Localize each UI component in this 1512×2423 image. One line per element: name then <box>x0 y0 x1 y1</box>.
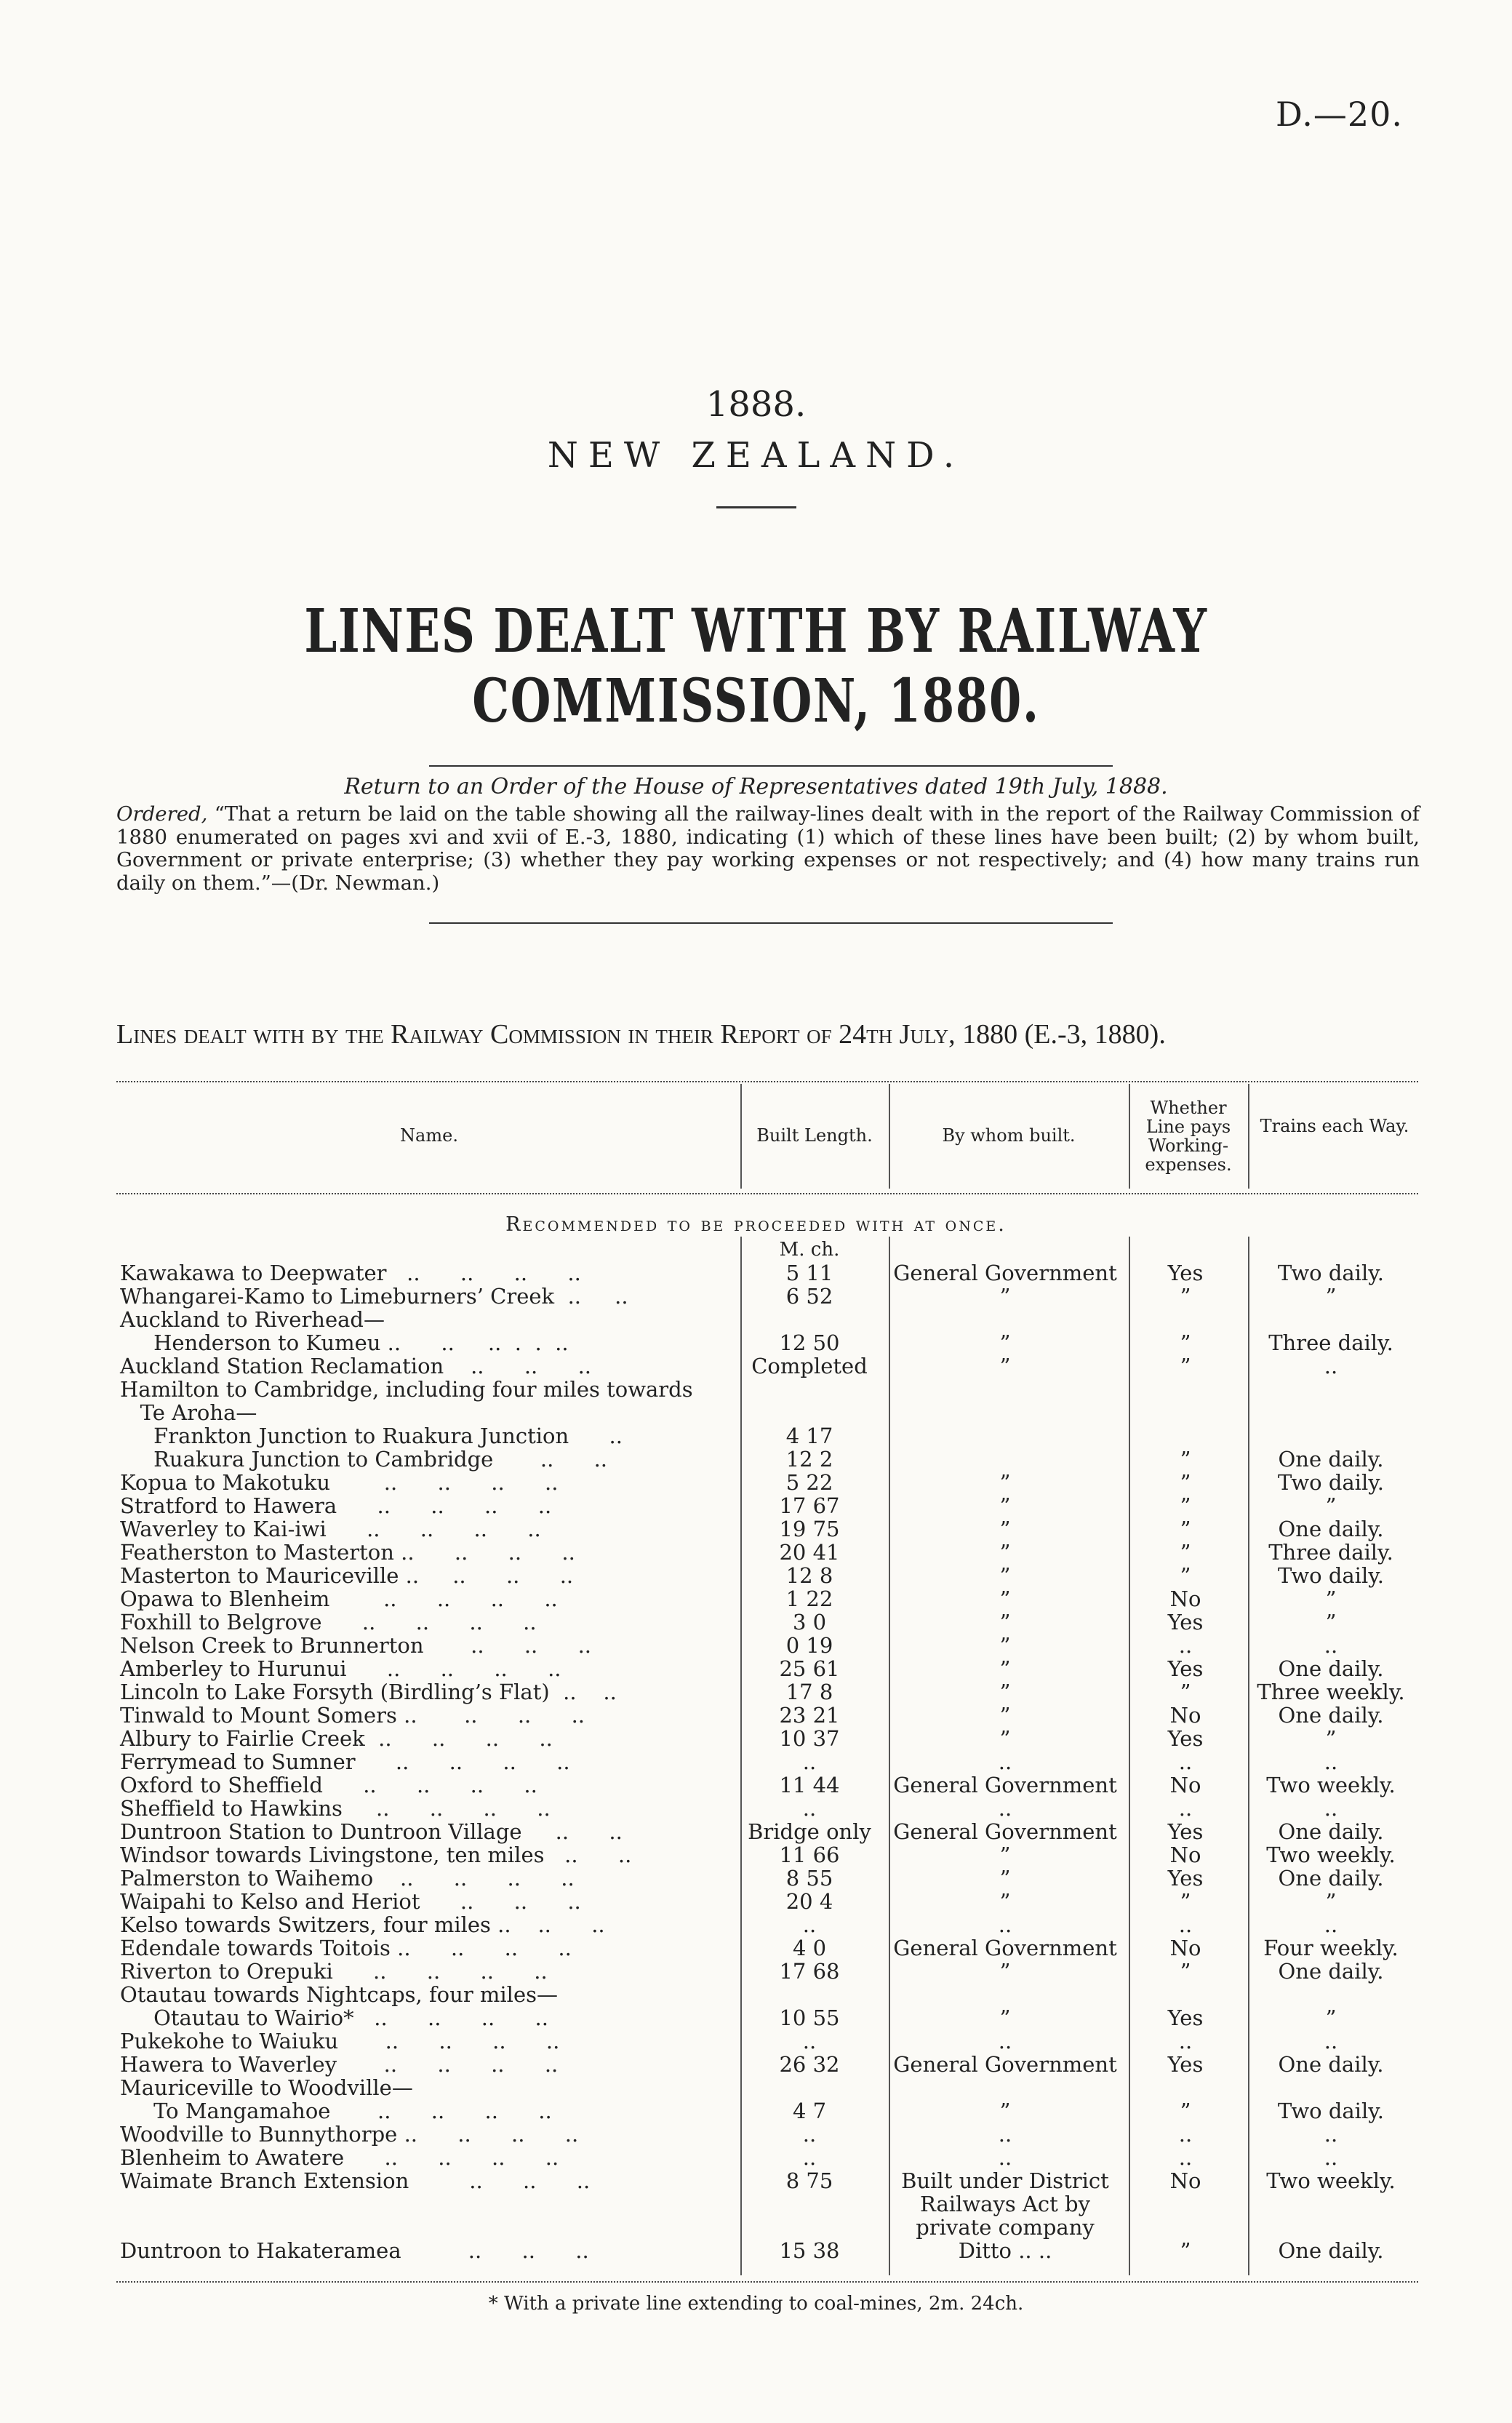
table-row <box>0 2169 1512 2192</box>
built-length: 17 67 <box>779 1493 840 1518</box>
built-by: General Government <box>893 1773 1117 1797</box>
pays-expenses: No <box>1169 1586 1201 1611</box>
line-name: Woodville to Bunnythorpe .. .. .. .. <box>120 2122 579 2147</box>
line-name: Sheffield to Hawkins .. .. .. .. <box>120 1796 551 1821</box>
line-name: Oxford to Sheffield .. .. .. .. <box>120 1773 537 1797</box>
table-row <box>0 1983 1512 2006</box>
table-row <box>0 1541 1512 1564</box>
table-row <box>0 1517 1512 1541</box>
trains-each-way: One daily. <box>1278 2238 1384 2263</box>
built-by: ” <box>999 1866 1011 1891</box>
trains-each-way: One daily. <box>1278 1517 1384 1541</box>
pays-expenses: .. <box>1178 1633 1193 1658</box>
pays-expenses: ” <box>1180 1517 1191 1541</box>
built-length: 26 32 <box>779 2052 840 2077</box>
line-name: Palmerston to Waihemo .. .. .. .. <box>120 1866 575 1891</box>
pays-expenses: ” <box>1180 1470 1191 1495</box>
pays-expenses: .. <box>1178 1749 1193 1774</box>
built-length: 4 7 <box>792 2099 827 2123</box>
table-row <box>0 1401 1512 1424</box>
built-length: 1 22 <box>785 1586 833 1611</box>
table-row <box>0 1913 1512 1936</box>
table-row <box>0 1424 1512 1448</box>
pays-expenses: No <box>1169 1773 1201 1797</box>
built-length: 8 55 <box>785 1866 833 1891</box>
table-row <box>0 2239 1512 2262</box>
table-row <box>0 1285 1512 1308</box>
table-row <box>0 2076 1512 2099</box>
divider <box>716 506 796 508</box>
trains-each-way: Four weekly. <box>1263 1936 1399 1960</box>
table-row <box>0 2053 1512 2076</box>
line-name: Tinwald to Mount Somers .. .. .. .. <box>120 1703 585 1728</box>
country-heading: NEW ZEALAND. <box>547 435 965 476</box>
trains-each-way: Two daily. <box>1278 1470 1384 1495</box>
trains-each-way: Two weekly. <box>1266 2168 1396 2193</box>
built-length: 12 2 <box>785 1447 833 1472</box>
built-by: ” <box>999 2005 1011 2030</box>
built-by: .. <box>998 1912 1012 1937</box>
trains-each-way: Three daily. <box>1268 1540 1393 1565</box>
divider <box>429 765 1113 767</box>
built-by: ” <box>999 1586 1011 1611</box>
table-row <box>0 1797 1512 1820</box>
table-row <box>0 1308 1512 1331</box>
built-length: .. <box>802 1796 817 1821</box>
trains-each-way: One daily. <box>1278 1866 1384 1891</box>
built-length: 3 0 <box>792 1610 827 1634</box>
pays-expenses: ” <box>1180 1889 1191 1914</box>
built-by: ” <box>999 1354 1011 1378</box>
built-by: ” <box>999 1656 1011 1681</box>
built-by: ” <box>999 1493 1011 1518</box>
built-by: Built under District <box>901 2168 1109 2193</box>
line-name: Masterton to Mauriceville .. .. .. .. <box>120 1563 574 1588</box>
trains-each-way: .. <box>1324 2145 1338 2170</box>
pays-expenses: No <box>1169 1843 1201 1867</box>
table-row <box>0 1448 1512 1471</box>
line-name: Waverley to Kai-iwi .. .. .. .. <box>120 1517 541 1541</box>
built-by: General Government <box>893 1261 1117 1285</box>
line-name: Ruakura Junction to Cambridge .. .. <box>120 1447 608 1472</box>
built-by: ” <box>999 2099 1011 2123</box>
trains-each-way: Two weekly. <box>1266 1773 1396 1797</box>
line-name: Duntroon Station to Duntroon Village .. .. <box>120 1819 623 1844</box>
pays-expenses: .. <box>1178 2122 1193 2147</box>
line-name: Pukekohe to Waiuku .. .. .. .. <box>120 2029 560 2053</box>
built-by: ” <box>999 1610 1011 1634</box>
pays-expenses: Yes <box>1167 2005 1204 2030</box>
trains-each-way: .. <box>1324 1912 1338 1937</box>
trains-each-way: Two daily. <box>1278 1563 1384 1588</box>
trains-each-way: Three weekly. <box>1257 1680 1405 1704</box>
line-name: Duntroon to Hakateramea .. .. .. <box>120 2238 589 2263</box>
year-heading: 1888. <box>705 384 807 425</box>
header-pays-expenses: Whether Line pays Working-expenses. <box>1145 1098 1232 1175</box>
built-length: 12 50 <box>779 1330 840 1355</box>
table-row <box>0 1727 1512 1750</box>
pays-expenses: ” <box>1180 1959 1191 1984</box>
table-row <box>0 1634 1512 1657</box>
pays-expenses: .. <box>1178 1912 1193 1937</box>
built-length: 11 44 <box>779 1773 840 1797</box>
trains-each-way: ” <box>1325 1586 1337 1611</box>
table-row <box>0 1378 1512 1401</box>
built-length: Bridge only <box>748 1819 871 1844</box>
table-row <box>0 2029 1512 2053</box>
built-by: ” <box>999 1959 1011 1984</box>
built-length: .. <box>802 1912 817 1937</box>
units-label: M. ch. <box>779 1239 840 1261</box>
trains-each-way: .. <box>1324 1796 1338 1821</box>
pays-expenses: ” <box>1180 1447 1191 1472</box>
line-name: Waipahi to Kelso and Heriot .. .. .. <box>120 1889 581 1914</box>
column-divider <box>1248 1084 1249 1189</box>
built-by: ” <box>999 1633 1011 1658</box>
table-row <box>0 1354 1512 1378</box>
built-length: 20 41 <box>779 1540 840 1565</box>
built-length: .. <box>802 1749 817 1774</box>
pays-expenses: ” <box>1180 1540 1191 1565</box>
trains-each-way: .. <box>1324 1749 1338 1774</box>
built-length: 5 11 <box>785 1261 833 1285</box>
built-length: 4 17 <box>785 1424 833 1448</box>
pays-expenses: No <box>1169 1703 1201 1728</box>
built-length: 15 38 <box>779 2238 840 2263</box>
header-by-whom-built: By whom built. <box>942 1125 1076 1146</box>
line-name: Nelson Creek to Brunnerton .. .. .. <box>120 1633 592 1658</box>
built-length: 6 52 <box>785 1284 833 1309</box>
line-name: Whangarei-Kamo to Limeburners’ Creek .. .. <box>120 1284 628 1309</box>
table-row <box>0 1890 1512 1913</box>
built-length: 4 0 <box>792 1936 827 1960</box>
table-row <box>0 2192 1512 2216</box>
units-row <box>0 1238 1512 1261</box>
trains-each-way: One daily. <box>1278 2052 1384 2077</box>
built-length: .. <box>802 2145 817 2170</box>
built-by: General Government <box>893 1819 1117 1844</box>
line-name: Riverton to Orepuki .. .. .. .. <box>120 1959 548 1984</box>
table-row <box>0 1331 1512 1354</box>
footnote: * With a private line extending to coal-mines, 2m. 24ch. <box>488 2293 1024 2315</box>
built-length: .. <box>802 2029 817 2053</box>
table-row <box>0 2146 1512 2169</box>
pays-expenses: Yes <box>1167 1726 1204 1751</box>
built-length: 17 68 <box>779 1959 840 1984</box>
built-by: ” <box>999 1517 1011 1541</box>
built-length: 0 19 <box>785 1633 833 1658</box>
table-row <box>0 1960 1512 1983</box>
line-name: Te Aroha— <box>120 1400 257 1425</box>
line-name: Albury to Fairlie Creek .. .. .. .. <box>120 1726 553 1751</box>
pays-expenses: No <box>1169 2168 1201 2193</box>
line-name: Windsor towards Livingstone, ten miles .. .. <box>120 1843 632 1867</box>
built-by: ” <box>999 1680 1011 1704</box>
line-name: Amberley to Hurunui .. .. .. .. <box>120 1656 561 1681</box>
trains-each-way: One daily. <box>1278 1819 1384 1844</box>
line-name: Kelso towards Switzers, four miles .. .. .. <box>120 1912 605 1937</box>
line-name: Kopua to Makotuku .. .. .. .. <box>120 1470 559 1495</box>
pays-expenses: ” <box>1180 1680 1191 1704</box>
built-by: .. <box>998 1749 1012 1774</box>
line-name: Frankton Junction to Ruakura Junction .. <box>120 1424 623 1448</box>
built-by: ” <box>999 1284 1011 1309</box>
pays-expenses: .. <box>1178 1796 1193 1821</box>
trains-each-way: ” <box>1325 1493 1337 1518</box>
built-length: Completed <box>751 1354 868 1378</box>
pays-expenses: Yes <box>1167 1261 1204 1285</box>
page-reference: D.—20. <box>1275 95 1403 134</box>
trains-each-way: Three daily. <box>1268 1330 1393 1355</box>
built-by: ” <box>999 1889 1011 1914</box>
trains-each-way: One daily. <box>1278 1656 1384 1681</box>
table-row <box>0 1680 1512 1704</box>
built-length: 10 37 <box>779 1726 840 1751</box>
pays-expenses: ” <box>1180 1330 1191 1355</box>
built-by: ” <box>999 1726 1011 1751</box>
line-name: Foxhill to Belgrove .. .. .. .. <box>120 1610 537 1634</box>
table-caption: Lines dealt with by the Railway Commission in their Report of 24th July, 1880 (E.-3, 1880). <box>116 1019 1166 1050</box>
header-built-length: Built Length. <box>756 1125 873 1146</box>
pays-expenses: Yes <box>1167 1656 1204 1681</box>
trains-each-way: ” <box>1325 1284 1337 1309</box>
built-by: ” <box>999 1330 1011 1355</box>
section-heading: Recommended to be proceeded with at once. <box>505 1213 1007 1236</box>
pays-expenses: ” <box>1180 2099 1191 2123</box>
trains-each-way: One daily. <box>1278 1447 1384 1472</box>
built-by: ” <box>999 1540 1011 1565</box>
table-row <box>0 1867 1512 1890</box>
pays-expenses: Yes <box>1167 1610 1204 1634</box>
built-by: private company <box>916 2215 1095 2240</box>
built-length: .. <box>802 2122 817 2147</box>
table-top-rule <box>116 1081 1418 1082</box>
built-length: 11 66 <box>779 1843 840 1867</box>
built-length: 10 55 <box>779 2005 840 2030</box>
line-name: Otautau towards Nightcaps, four miles— <box>120 1982 558 2007</box>
built-length: 8 75 <box>785 2168 833 2193</box>
pays-expenses: No <box>1169 1936 1201 1960</box>
table-row <box>0 1936 1512 1960</box>
trains-each-way: ” <box>1325 1889 1337 1914</box>
built-by: .. <box>998 2145 1012 2170</box>
table-header-rule <box>116 1193 1418 1194</box>
built-by: ” <box>999 1843 1011 1867</box>
line-name: Otautau to Wairio* .. .. .. .. <box>120 2005 548 2030</box>
line-name: Ferrymead to Sumner .. .. .. .. <box>120 1749 570 1774</box>
line-name: Edendale towards Toitois .. .. .. .. <box>120 1936 572 1960</box>
pays-expenses: Yes <box>1167 1819 1204 1844</box>
divider <box>429 922 1113 924</box>
table-bottom-rule <box>116 2281 1418 2283</box>
line-name: Lincoln to Lake Forsyth (Birdling’s Flat) .. .. <box>120 1680 617 1704</box>
return-order-line: Return to an Order of the House of Representatives dated 19th July, 1888. <box>344 774 1168 799</box>
table-row <box>0 2006 1512 2029</box>
line-name: Auckland Station Reclamation .. .. .. <box>120 1354 592 1378</box>
built-by: ” <box>999 1703 1011 1728</box>
table-row <box>0 1773 1512 1797</box>
trains-each-way: Two daily. <box>1278 2099 1384 2123</box>
built-by: General Government <box>893 1936 1117 1960</box>
built-length: 17 8 <box>785 1680 833 1704</box>
built-by: .. <box>998 1796 1012 1821</box>
table-row <box>0 1471 1512 1494</box>
table-row <box>0 2123 1512 2146</box>
ordered-label: Ordered, <box>116 802 208 826</box>
pays-expenses: ” <box>1180 1493 1191 1518</box>
ordered-paragraph <box>116 803 1420 895</box>
line-name: Hawera to Waverley .. .. .. .. <box>120 2052 559 2077</box>
table-row <box>0 1750 1512 1773</box>
pays-expenses: .. <box>1178 2145 1193 2170</box>
built-length: 12 8 <box>785 1563 833 1588</box>
table-row <box>0 1610 1512 1634</box>
trains-each-way: One daily. <box>1278 1703 1384 1728</box>
built-by: .. <box>998 2029 1012 2053</box>
line-name: Auckland to Riverhead— <box>120 1307 385 1332</box>
line-name: Kawakawa to Deepwater .. .. .. .. <box>120 1261 581 1285</box>
line-name: Mauriceville to Woodville— <box>120 2075 413 2100</box>
ordered-text: “That a return be laid on the table showing all the railway-lines dealt with in the report of the Railway Commission of 1880 enumerated on pages xvi and xvii of E.-3, 1880, indicating (1) which of these lines have been built; (2) by whom built, Government or private enterprise; (3) whether they pay working expenses or not respectively; and (4) how many trains run daily on them.”—(Dr. Newman.) <box>116 802 1420 895</box>
line-name: To Mangamahoe .. .. .. .. <box>120 2099 552 2123</box>
table-row <box>0 2216 1512 2239</box>
built-by: Ditto .. .. <box>958 2238 1052 2263</box>
header-trains: Trains each Way. <box>1260 1116 1409 1136</box>
column-divider <box>1129 1084 1130 1189</box>
trains-each-way: .. <box>1324 2029 1338 2053</box>
line-name: Henderson to Kumeu .. .. .. . . .. <box>120 1330 569 1355</box>
line-name: Featherston to Masterton .. .. .. .. <box>120 1540 575 1565</box>
table-row <box>0 2099 1512 2123</box>
trains-each-way: ” <box>1325 1610 1337 1634</box>
built-length: 19 75 <box>779 1517 840 1541</box>
trains-each-way: One daily. <box>1278 1959 1384 1984</box>
table-row <box>0 1587 1512 1610</box>
line-name: Hamilton to Cambridge, including four miles towards <box>120 1377 693 1402</box>
table-row <box>0 1820 1512 1843</box>
built-length: 25 61 <box>779 1656 840 1681</box>
header-name: Name. <box>400 1125 458 1146</box>
trains-each-way: .. <box>1324 1633 1338 1658</box>
built-by: ” <box>999 1563 1011 1588</box>
built-length: 5 22 <box>785 1470 833 1495</box>
table-row <box>0 1494 1512 1517</box>
pays-expenses: ” <box>1180 1284 1191 1309</box>
page-title: LINES DEALT WITH BY RAILWAY COMMISSION, 1880. <box>304 596 1208 736</box>
pays-expenses: ” <box>1180 1563 1191 1588</box>
built-by: ” <box>999 1470 1011 1495</box>
built-by: General Government <box>893 2052 1117 2077</box>
table-row <box>0 1843 1512 1867</box>
pays-expenses: ” <box>1180 2238 1191 2263</box>
line-name: Stratford to Hawera .. .. .. .. <box>120 1493 552 1518</box>
trains-each-way: .. <box>1324 2122 1338 2147</box>
line-name: Waimate Branch Extension .. .. .. <box>120 2168 591 2193</box>
line-name: Blenheim to Awatere .. .. .. .. <box>120 2145 559 2170</box>
table-row <box>0 1657 1512 1680</box>
trains-each-way: Two daily. <box>1278 1261 1384 1285</box>
trains-each-way: ” <box>1325 1726 1337 1751</box>
trains-each-way: .. <box>1324 1354 1338 1378</box>
pays-expenses: Yes <box>1167 1866 1204 1891</box>
line-name: Opawa to Blenheim .. .. .. .. <box>120 1586 558 1611</box>
table-row <box>0 1261 1512 1285</box>
built-by: .. <box>998 2122 1012 2147</box>
built-length: 23 21 <box>779 1703 840 1728</box>
pays-expenses: ” <box>1180 1354 1191 1378</box>
built-by: Railways Act by <box>920 2192 1090 2216</box>
built-length: 20 4 <box>785 1889 833 1914</box>
trains-each-way: ” <box>1325 2005 1337 2030</box>
trains-each-way: Two weekly. <box>1266 1843 1396 1867</box>
pays-expenses: .. <box>1178 2029 1193 2053</box>
table-row <box>0 1564 1512 1587</box>
table-row <box>0 1704 1512 1727</box>
pays-expenses: Yes <box>1167 2052 1204 2077</box>
